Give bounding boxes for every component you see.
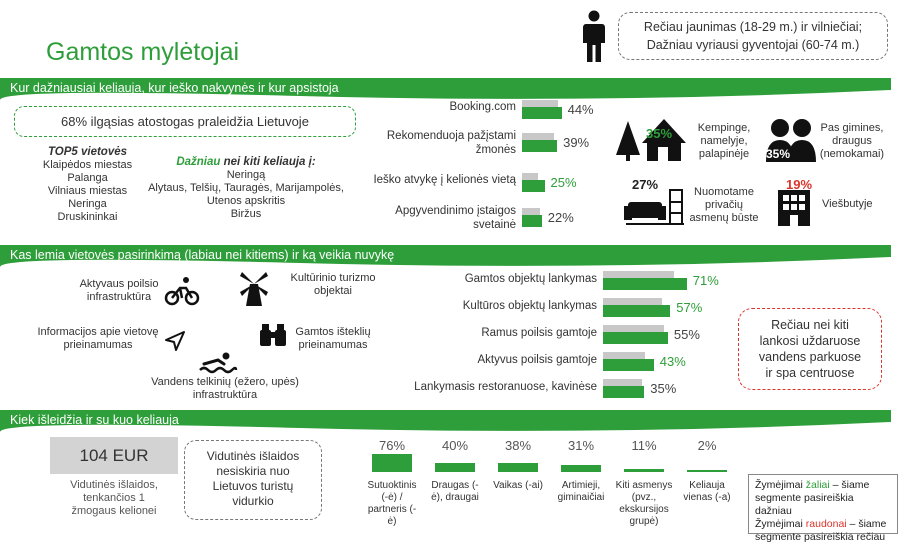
windmill-icon — [238, 270, 270, 306]
relatives-label-line: Pas gimines, — [820, 122, 884, 134]
top5-title: TOP5 vietovės — [47, 146, 128, 158]
companion-label-line: grupė) — [629, 516, 659, 527]
factor-label-line: infrastruktūra — [192, 389, 258, 401]
companion-label-line: partneris (- — [367, 504, 417, 515]
bar-label: Ramus poilsis gamtoje — [481, 327, 597, 339]
legend-green-word: žaliai — [805, 479, 830, 491]
companion-bar — [624, 469, 664, 472]
factor-active-infra — [64, 278, 174, 304]
factor-label-line: objektai — [314, 285, 352, 297]
rarely-note-line: Rečiau nei kiti — [771, 318, 849, 332]
companion-label-line: Artimieji, — [561, 480, 601, 491]
factor-info — [28, 326, 168, 352]
more-often-destinations — [140, 156, 352, 221]
swimmer-icon — [200, 352, 236, 374]
destination-item: Biržus — [230, 208, 262, 220]
color-legend — [748, 474, 898, 543]
value-bar — [603, 278, 687, 290]
value-bar — [603, 359, 654, 371]
companion-value: 40% — [441, 438, 469, 453]
bicycle-icon — [164, 276, 200, 306]
section-header-label: Kas lemia vietovės pasirinkimą (labiau nei kitiems) ir ką veikia nuvykę — [10, 248, 395, 262]
bar-label: Rekomenduoja pažįstami žmonės — [386, 130, 516, 156]
bar-value: 71% — [692, 273, 719, 288]
top5-list — [20, 146, 155, 224]
rarely-note-line: ir spa centruose — [765, 366, 855, 380]
factor-natural — [288, 326, 378, 352]
factor-label-line: prieinamumas — [298, 339, 368, 351]
bar-value: 43% — [659, 354, 686, 369]
companion-bar — [435, 463, 475, 472]
companion-label-line: vienas (-a) — [683, 492, 731, 503]
factor-label-line: Aktyvaus poilsio — [79, 278, 159, 290]
section-header-spend — [0, 410, 891, 432]
legend-green-line — [755, 479, 891, 492]
camping-label — [690, 122, 758, 161]
reference-bar — [522, 208, 540, 215]
legend-red-word: raudonai — [805, 518, 847, 530]
value-bar — [603, 386, 644, 398]
companion-bar — [498, 463, 538, 472]
reference-bar — [522, 100, 558, 107]
legend-text: segmente pasireiškia dažniau — [755, 492, 854, 517]
relatives-pct: 35% — [766, 147, 791, 161]
camping-label-line: palapinėje — [698, 148, 750, 160]
relatives-label-line: (nemokamai) — [819, 148, 885, 160]
factor-label-line: Gamtos išteklių — [295, 326, 371, 338]
value-bar — [522, 107, 562, 119]
bar-value: 22% — [547, 210, 574, 225]
factor-water — [140, 376, 310, 402]
legend-text: segmente pasireiškia rečiau — [755, 531, 886, 543]
companion-value: 38% — [504, 438, 532, 453]
spend-value: 104 EUR — [50, 437, 178, 474]
value-bar — [603, 305, 670, 317]
factor-label-line: Kultūrinio turizmo — [290, 272, 376, 284]
bar-label: Booking.com — [449, 101, 516, 113]
bar-label: Apgyvendinimo įstaigos svetainė — [395, 205, 516, 231]
top5-item: Vilniaus miestas — [47, 185, 128, 197]
legend-text: Žymėjimai — [755, 479, 806, 491]
top5-item: Palanga — [67, 172, 108, 184]
reference-bar — [603, 379, 642, 386]
companion-label-line: (pvz., — [631, 492, 657, 503]
bar-label: Aktyvus poilsis gamtoje — [477, 354, 597, 366]
reference-bar — [603, 325, 664, 332]
section-header-travel — [0, 78, 891, 100]
companion-bar — [687, 470, 727, 472]
bar-value: 25% — [550, 175, 577, 190]
navigation-arrow-icon — [164, 330, 186, 352]
top5-item: Klaipėdos miestas — [42, 159, 133, 171]
companion-label-line: (-ė) / — [381, 492, 403, 503]
companion-bar — [561, 465, 601, 472]
page-title: Gamtos mylėtojai — [46, 38, 240, 66]
bar-label: Gamtos objektų lankymas — [464, 273, 597, 285]
value-bar — [522, 180, 545, 192]
more-often-title — [140, 156, 352, 169]
bar-label: Kultūros objektų lankymas — [462, 300, 597, 312]
more-often-suffix: nei kiti keliauja į: — [220, 156, 316, 168]
domestic-vacation-note: 68% ilgąsias atostogas praleidžia Lietuvoje — [14, 106, 356, 137]
companion-label-line: giminaičiai — [557, 492, 605, 503]
companion-value: 31% — [567, 438, 595, 453]
camping-label-line: namelyje, — [700, 135, 748, 147]
companion-label-line: ekskursijos — [619, 504, 669, 515]
reference-bar — [603, 352, 645, 359]
companion-value: 76% — [378, 438, 406, 453]
companion-label — [675, 480, 739, 504]
rented-label-line: privačių — [705, 199, 743, 211]
bar-label: Lankymasis restoranuose, kavinėse — [414, 381, 597, 393]
legend-text: – šiame — [846, 518, 887, 530]
factor-label-line: Vandens telkinių (ežero, upės) — [151, 376, 299, 388]
rented-home-icon — [622, 188, 684, 226]
bar-value: 39% — [563, 135, 590, 150]
destination-item: Utenos apskritis — [206, 195, 286, 207]
companion-label-line: Sutuoktinis — [367, 480, 417, 491]
spend-caption-line: Vidutinės išlaidos, — [70, 479, 158, 491]
rarely-note — [738, 308, 882, 390]
spend-note-line: nesiskiria nuo — [216, 464, 290, 478]
spend-caption-line: tenkančios 1 — [83, 492, 145, 504]
factor-label-line: Informacijos apie vietovę — [37, 326, 159, 338]
reference-bar — [522, 133, 554, 140]
bar-value: 57% — [676, 300, 703, 315]
value-bar — [522, 140, 557, 152]
relatives-label — [816, 122, 888, 161]
companion-bar — [372, 454, 412, 472]
section-header-choice — [0, 245, 891, 267]
factor-label-line: prieinamumas — [63, 339, 133, 351]
factor-cultural — [278, 272, 388, 298]
companion-label-line: ė) — [387, 516, 397, 527]
hotel-icon — [776, 190, 812, 226]
legend-red-line — [755, 518, 891, 531]
destination-item: Alytaus, Telšių, Tauragės, Marijampolės, — [148, 182, 344, 194]
rented-label-line: Nuomotame — [694, 186, 754, 198]
reference-bar — [603, 298, 662, 305]
companion-label-line: Draugas (- — [431, 480, 479, 491]
spend-caption — [50, 479, 178, 518]
factor-label-line: infrastruktūra — [86, 291, 152, 303]
destination-item: Neringą — [226, 169, 266, 181]
rented-label — [684, 186, 764, 225]
legend-text: Žymėjimai — [755, 518, 806, 530]
demographic-note-line: Dažniau vyriausi gyventojai (60-74 m.) — [646, 38, 860, 52]
companion-value: 11% — [631, 438, 657, 453]
camping-label-line: Kempinge, — [697, 122, 751, 134]
reference-bar — [603, 271, 674, 278]
companion-value: 2% — [697, 438, 717, 453]
top5-item: Neringa — [68, 198, 107, 210]
spend-note-line: Lietuvos turistų — [212, 479, 294, 493]
value-bar — [522, 215, 542, 227]
bar-value: 44% — [567, 102, 594, 117]
person-icon — [582, 10, 606, 64]
companion-label — [549, 480, 613, 504]
companion-label — [612, 480, 676, 528]
companion-label-line: ė), draugai — [431, 492, 479, 503]
bar-value: 35% — [650, 381, 677, 396]
hotel-pct: 19% — [786, 177, 813, 192]
rarely-note-line: lankosi uždaruose — [759, 334, 861, 348]
reference-bar — [522, 173, 538, 180]
binoculars-icon — [258, 324, 288, 346]
companion-label-line: Kiti asmenys — [615, 480, 673, 491]
spend-note-line: Vidutinės išlaidos — [206, 449, 300, 463]
companion-label-line: Keliauja — [689, 480, 725, 491]
companion-label — [360, 480, 424, 528]
hotel-label: Viešbutyje — [822, 198, 873, 210]
rented-label-line: asmenų būste — [689, 212, 759, 224]
companion-label — [486, 480, 550, 492]
companion-label-line: Vaikas (-ai) — [493, 480, 543, 491]
bar-value: 55% — [673, 327, 700, 342]
more-often-highlight: Dažniau — [176, 156, 221, 168]
section-header-label: Kur dažniausiai keliauja, kur ieško nakvynės ir kur apsistoja — [10, 81, 339, 95]
rarely-note-line: vandens parkuose — [758, 350, 862, 364]
companion-label — [423, 480, 487, 504]
spend-note — [184, 440, 322, 520]
section-header-label: Kiek išleidžia ir su kuo keliauja — [10, 413, 179, 427]
camping-pct: 35% — [646, 126, 673, 141]
relatives-label-line: draugus — [832, 135, 872, 147]
rented-pct: 27% — [632, 177, 659, 192]
value-bar — [603, 332, 668, 344]
top5-item: Druskininkai — [57, 211, 118, 223]
legend-text: – šiame — [829, 479, 870, 491]
bar-label: Ieško atvykę į kelionės vietą — [373, 174, 516, 186]
demographic-note — [618, 12, 888, 60]
spend-note-line: vidurkio — [232, 494, 274, 508]
demographic-note-line: Rečiau jaunimas (18-29 m.) ir vilniečiai; — [643, 20, 863, 34]
spend-caption-line: žmogaus kelionei — [71, 505, 157, 517]
